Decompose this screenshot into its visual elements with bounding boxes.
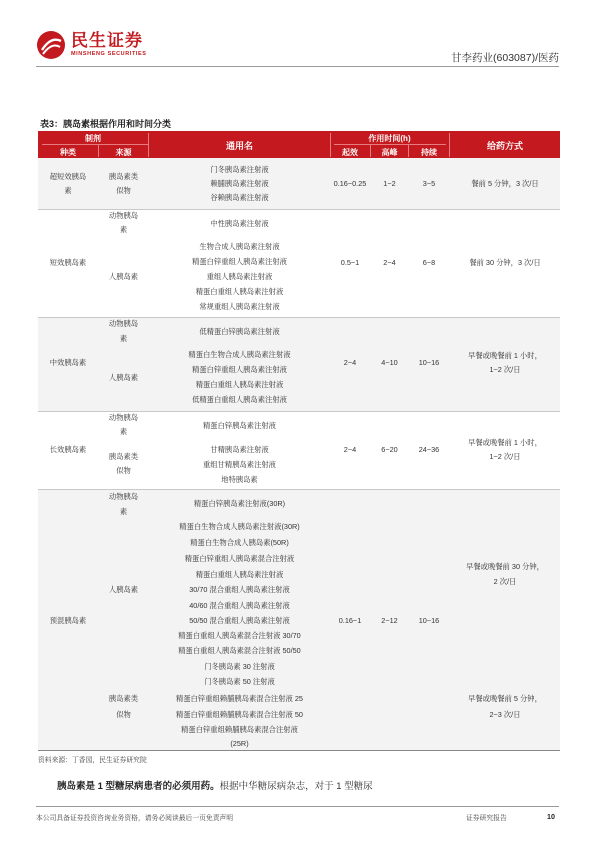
cell-duration: 24~36: [418, 445, 440, 454]
cell-generic: 精蛋白生物合成人胰岛素(50R): [190, 538, 289, 547]
cell-duration: 3~5: [422, 179, 436, 188]
cell-source: 动物胰岛: [108, 492, 139, 501]
cell-onset: 2~4: [343, 445, 357, 454]
cell-generic: 精蛋白锌重组赖脯胰岛素混合注射液 25: [176, 694, 303, 703]
cell-generic: 低精蛋白重组人胰岛素注射液: [192, 395, 287, 404]
cell-duration: 10~16: [418, 616, 440, 625]
header-onset: 起效: [342, 148, 358, 157]
cell-type: 超短效胰岛: [49, 172, 87, 181]
header-source: 来源: [115, 148, 132, 157]
header-peak: 高峰: [381, 148, 398, 157]
body-paragraph: [57, 778, 373, 792]
stock-label: 甘李药业(603087)/医药: [451, 52, 559, 64]
cell-generic: 30/70 混合重组人胰岛素注射液: [189, 585, 290, 594]
cell-type: 长效胰岛素: [49, 445, 87, 454]
page-header: [0, 0, 596, 80]
cell-generic: 精蛋白重组人胰岛素混合注射液 50/50: [178, 646, 301, 655]
header-type: 种类: [60, 148, 76, 157]
cell-dosing: 早餐或晚餐前 1 小时，: [468, 438, 542, 447]
cell-generic: 重组人胰岛素注射液: [206, 272, 273, 281]
cell-generic: 赖脯胰岛素注射液: [210, 179, 269, 188]
cell-peak: 4~10: [381, 358, 398, 367]
cell-generic: 精蛋白生物合成人胰岛素注射液(30R): [179, 522, 300, 531]
header-divider-h: [334, 144, 446, 145]
cell-generic: 常规重组人胰岛素注射液: [199, 302, 280, 311]
cell-source: 素: [119, 427, 128, 436]
cell-dosing: 2~3 次/日: [489, 710, 521, 719]
header-action-time: 作用时间(h): [368, 134, 411, 143]
cell-generic: 精蛋白锌重组人胰岛素注射液: [192, 257, 287, 266]
cell-generic: 甘精胰岛素注射液: [210, 445, 269, 454]
table-header: [38, 131, 560, 158]
cell-source: 似物: [116, 186, 131, 195]
cell-generic: (25R): [230, 739, 249, 748]
cell-generic: 地特胰岛素: [221, 475, 258, 484]
cell-generic: 精蛋白锌重组人胰岛素混合注射液: [184, 554, 295, 563]
brand-logo: [36, 30, 147, 60]
cell-source: 素: [119, 507, 128, 516]
footer-divider: [36, 806, 559, 807]
cell-source: 胰岛素类: [108, 172, 139, 181]
logo-cn-text: 民生证券: [71, 31, 143, 50]
cell-generic: 重组甘精胰岛素注射液: [203, 460, 276, 469]
cell-source: 人胰岛素: [108, 373, 139, 382]
cell-generic: 精蛋白重组人胰岛素注射液: [195, 570, 284, 579]
cell-dosing: 早餐或晚餐前 30 分钟，: [466, 562, 544, 571]
header-generic: 通用名: [225, 141, 253, 151]
header-divider: [36, 66, 559, 67]
cell-source: 似物: [116, 466, 131, 475]
cell-generic: 精蛋白锌重组人胰岛素注射液: [192, 365, 287, 374]
cell-source: 动物胰岛: [108, 413, 139, 422]
table-title: 表3：胰岛素根据作用和时间分类: [40, 119, 172, 129]
footer-report-label: 证券研究报告: [466, 815, 507, 822]
cell-generic: 精蛋白重组人胰岛素混合注射液 30/70: [178, 631, 301, 640]
logo-en-text: MINSHENG SECURITIES: [71, 51, 147, 57]
cell-type: 中效胰岛素: [49, 358, 87, 367]
cell-source: 动物胰岛: [108, 211, 139, 220]
cell-peak: 6~20: [381, 445, 398, 454]
header-formulation: 制剂: [85, 134, 101, 143]
cell-generic: 中性胰岛素注射液: [210, 219, 269, 228]
cell-generic: 精蛋白锌重组赖脯胰岛素混合注射液: [181, 725, 298, 734]
cell-generic: 低精蛋白锌胰岛素注射液: [199, 327, 280, 336]
cell-peak: 2~4: [383, 258, 396, 267]
cell-dosing: 2 次/日: [493, 577, 517, 586]
cell-generic: 生物合成人胰岛素注射液: [199, 242, 280, 251]
cell-generic: 门冬胰岛素注射液: [210, 165, 269, 174]
header-dosing: 给药方式: [486, 141, 523, 151]
cell-duration: 6~8: [422, 258, 436, 267]
cell-source: 胰岛素类: [108, 694, 139, 703]
cell-duration: 10~16: [418, 358, 440, 367]
cell-dosing: 1~2 次/日: [489, 452, 521, 461]
body-bold-text: 胰岛素是 1 型糖尿病患者的必须用药。: [57, 781, 220, 792]
cell-source: 人胰岛素: [108, 272, 139, 281]
cell-generic: 精蛋白锌重组赖脯胰岛素混合注射液 50: [176, 710, 303, 719]
cell-generic: 50/50 混合重组人胰岛素注射液: [189, 616, 290, 625]
cell-peak: 1~2: [383, 179, 396, 188]
minsheng-logo-icon: [36, 30, 66, 60]
cell-dosing: 早餐或晚餐前 1 小时，: [468, 351, 542, 360]
cell-dosing: 早餐或晚餐前 5 分钟，: [468, 694, 542, 703]
cell-generic: 精蛋白生物合成人胰岛素注射液: [188, 350, 291, 359]
cell-onset: 0.16~1: [338, 616, 362, 625]
cell-source: 人胰岛素: [108, 585, 139, 594]
page-number: 10: [547, 812, 555, 821]
cell-generic: 40/60 混合重组人胰岛素注射液: [189, 601, 290, 610]
cell-source: 胰岛素类: [108, 452, 139, 461]
cell-source: 素: [119, 334, 128, 343]
cell-peak: 2~12: [381, 616, 398, 625]
cell-type: 短效胰岛素: [49, 258, 87, 267]
cell-source: 似物: [116, 710, 131, 719]
cell-type: 预混胰岛素: [49, 616, 87, 625]
header-divider-h: [42, 144, 148, 145]
cell-generic: 精蛋白重组人胰岛素注射液: [195, 380, 284, 389]
cell-onset: 2~4: [343, 358, 357, 367]
cell-source: 动物胰岛: [108, 319, 139, 328]
cell-source: 素: [119, 225, 128, 234]
body-rest-text: 根据中华糖尿病杂志，对于 1 型糖尿: [219, 781, 373, 792]
cell-generic: 精蛋白锌胰岛素注射液(30R): [193, 499, 286, 508]
cell-onset: 0.16~0.25: [333, 179, 367, 188]
header-duration: 持续: [421, 148, 437, 157]
source-note: 资料来源：丁香园，民生证券研究院: [38, 757, 147, 764]
cell-generic: 门冬胰岛素 50 注射液: [204, 677, 275, 686]
cell-generic: 精蛋白锌胰岛素注射液: [203, 421, 276, 430]
table-bottom-rule: [38, 750, 560, 751]
cell-generic: 门冬胰岛素 30 注射液: [204, 662, 275, 671]
cell-generic: 谷赖胰岛素注射液: [210, 193, 269, 202]
cell-onset: 0.5~1: [340, 258, 360, 267]
cell-dosing: 餐前 5 分钟，3 次/日: [471, 179, 539, 188]
footer-disclaimer: 本公司具备证券投资咨询业务资格，请务必阅读最后一页免责声明: [36, 815, 234, 822]
cell-type: 素: [64, 186, 72, 195]
cell-dosing: 1~2 次/日: [489, 365, 521, 374]
cell-generic: 精蛋白重组人胰岛素注射液: [195, 287, 284, 296]
cell-dosing: 餐前 30 分钟，3 次/日: [469, 258, 541, 267]
